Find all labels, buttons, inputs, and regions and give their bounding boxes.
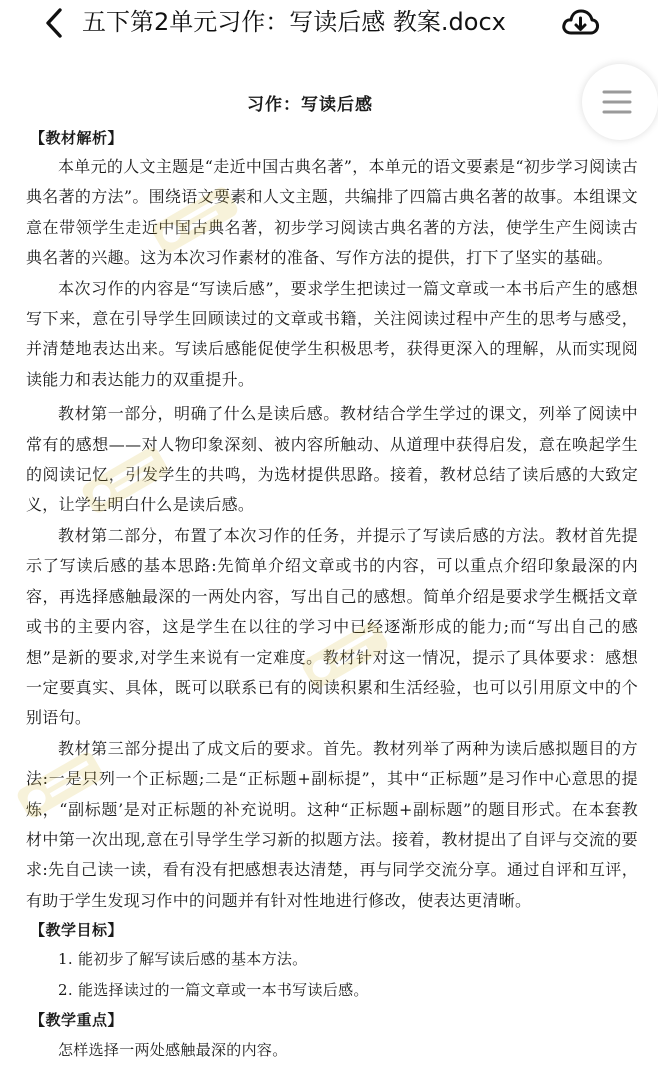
document-title: 习作：写读后感 bbox=[247, 95, 373, 115]
cloud-download-button[interactable] bbox=[558, 2, 602, 42]
cloud-download-icon bbox=[560, 6, 600, 38]
document-filename: 五下第2单元习作：写读后感 教案.docx bbox=[82, 8, 506, 36]
paragraph: 教材第二部分，布置了本次习作的任务，并提示了写读后感的方法。教材首先提示了写读后感的基本思路:先简单介绍文章或书的内容，可以重点介绍印象最深的内容，再选择感触最深的一两处内容，写出自己的感想。简单介绍是要求学生概括文章或书的主要内容，这是学生在以往的学习中已经逐渐形成的能力;而“写出自己的感想”是新的要求,对学生来说有一定难度。教材针对这一情况，提示了具体要求：感想一定要真实、具体，既可以联系已有的阅读积累和生活经验，也可以引用原文中的个别语句。 bbox=[26, 525, 638, 728]
top-bar bbox=[0, 0, 640, 48]
list-item: 怎样选择一两处感触最深的内容。 bbox=[58, 1041, 288, 1060]
section-heading-textbook-analysis: 【教材解析】 bbox=[30, 129, 124, 147]
section-heading-teaching-goals: 【教学目标】 bbox=[30, 921, 124, 940]
section-heading-teaching-focus: 【教学重点】 bbox=[30, 1011, 124, 1030]
paragraph: 本单元的人文主题是“走近中国古典名著”，本单元的语文要素是“初步学习阅读古典名著的方法”。围绕语文要素和人文主题，共编排了四篇古典名著的故事。本组课文意在带领学生走近中国古典名著，初步学习阅读古典名著的方法，使学生产生阅读古典名著的兴趣。这为本次习作素材的准备、写作方法的提供，打下了坚实的基础。 bbox=[26, 157, 638, 268]
document-page bbox=[26, 92, 638, 1066]
paragraph: 教材第一部分，明确了什么是读后感。教材结合学生学过的课文，列举了阅读中常有的感想——对人物印象深刻、被内容所触动、从道理中获得启发，意在唤起学生的阅读记忆，引发学生的共鸣，为选材提供思路。接着，教材总结了读后感的大致定义，让学生明白什么是读后感。 bbox=[26, 404, 638, 515]
paragraph: 教材第三部分提出了成文后的要求。首先。教材列举了两种为读后感拟题目的方法:一是只列一个正标题;二是“正标题+副标提”，其中“正标题”是习作中心意思的提炼，“副标题’是对正标题的补充说明。这种“正标题+副标题”的题目形式。在本套教材中第一次出现,意在引导学生学习新的拟题方法。接着，教材提出了自评与交流的要求:先自己读一读，看有没有把感想表达清楚，再与同学交流分享。通过自评和互评，有助于学生发现习作中的问题并有针对性地进行修改，使表达更清晰。 bbox=[26, 738, 638, 910]
list-item: 2. 能选择读过的一篇文章或一本书写读后感。 bbox=[58, 981, 369, 1000]
paragraph: 本次习作的内容是“写读后感”，要求学生把读过一篇文章或一本书后产生的感想写下来，意在引导学生回顾读过的文章或书籍，关注阅读过程中产生的思考与感受，并清楚地表达出来。写读后感能促使学生积极思考，获得更深入的理解，从而实现阅读能力和表达能力的双重提升。 bbox=[26, 278, 638, 389]
chevron-left-icon bbox=[43, 7, 65, 39]
list-item: 1. 能初步了解写读后感的基本方法。 bbox=[58, 950, 308, 969]
back-button[interactable] bbox=[36, 5, 72, 41]
